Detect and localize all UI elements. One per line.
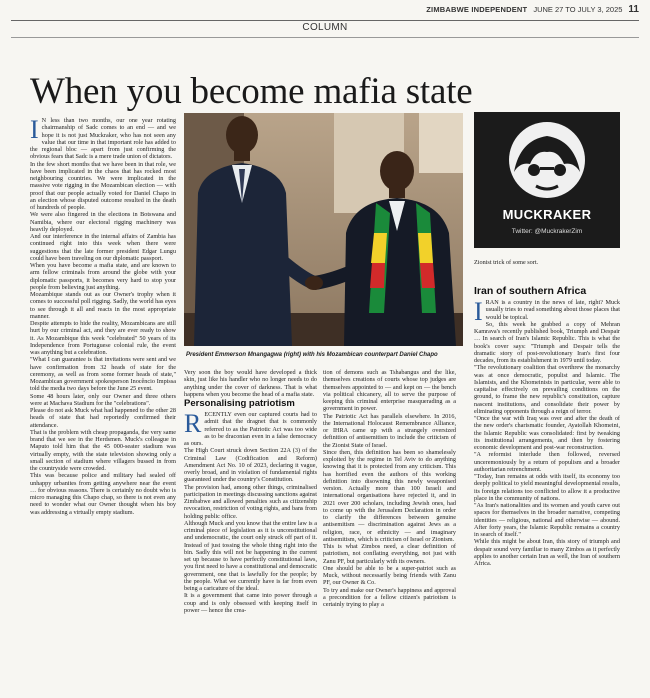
- article-paragraph: ECENTLY even our captured courts had to admit that the dragnet that is commonly referred to as the Patriotic Act was too wide as to be draconian even in a false democracy as ours.: [184, 411, 317, 447]
- article-paragraph: Mozambique stands out as our Owner's trophy when it comes to successful poll rigging. Sadly, the world has eyes to see through it all and reacts in the most appropriate manner.: [30, 291, 176, 320]
- article-paragraph: tion of demons such as Tshabangus and the like, themselves creations of courts whose top judges are themselves appointed to — and kept on — the bench via political chicanery, all to serve the purpose of keeping this criminal enterprise masquerading as a government in power.: [323, 369, 456, 413]
- headline: When you become mafia state: [30, 71, 473, 112]
- article-paragraph: The Patriotic Act has parallels elsewhere. In 2016, the International Holocaust Remembrance Alliance, or IHRA came up with a strangely oversized definition of antisemitism to include the criticism of the Zionist State of Israel.: [323, 412, 456, 449]
- article-paragraph: RAN is a country in the news of late, right? Muck usually tries to read something about those places that would be topical.: [485, 299, 620, 321]
- article-paragraph: "A reformist interlude then followed, reversed unceremoniously by a return of populism and a broader authoritarian retrenchment.: [474, 451, 620, 473]
- article-paragraph: Please do not ask Muck what had happened to the other 28 heads of state that had reportedly confirmed their attendance.: [30, 407, 176, 429]
- article-paragraph: N less than two months, our one year rotating chairmanship of Sadc comes to an end — and we hope it is not just Muckraker, who has not seen any value that our time in that important role has added to the regional bloc — apart from just confirming the obvious fears that Sadc is a mere trade union of dictators.: [30, 117, 176, 161]
- dropcap: I: [474, 297, 483, 326]
- muckraker-title: MUCKRAKER: [502, 207, 592, 222]
- subhead-iran: Iran of southern Africa: [474, 285, 587, 297]
- article-paragraph: The provision had, among other things, criminalised participation in meetings discussing sanctions against Zimbabwe and allowed penalties such as citizenship revocation, restriction of voting rights, and bans from holding public office.: [184, 483, 317, 520]
- dropcap: R: [184, 409, 202, 438]
- article-column-2: [184, 369, 317, 689]
- article-paragraph: So, this week he grabbed a copy of Mehran Kamrava's recently published book, Triumph and Despair … In search of Iran's Islamic Republic. This is what the book's cover says: "Triumph and Despair tells the dramatic story of post-revolutionary Iran's first four decades, from its establishment in 1979 until today.: [474, 320, 620, 364]
- article-paragraph: "Today, Iran remains at odds with itself, its economy too deeply political to yield meaningful developmental results, its foreign relations too conflicted to allow it a productive place in the community of nations.: [474, 473, 620, 502]
- article-column-1: [30, 117, 176, 687]
- article-paragraph: "What I can guarantee is that invitations were sent and we have confirmation from 32 heads of state for the ceremony, as well as from some former heads of state," Mozambican government spokesperson Inocêncio Impissa told the media two days before the June 25 event.: [30, 356, 176, 393]
- issue-date: JUNE 27 TO JULY 3, 2025: [533, 4, 623, 14]
- article-paragraph: That is the problem with cheap propaganda, the very same brand that we see in the Herdsmen. Muck's colleague in Maputo told him that the 45 000-seater stadium was virtually empty, with the state television showing only a small section of stadium where villagers bussed in from the countryside were crowded.: [30, 428, 176, 472]
- article-paragraph: The High Court struck down Section 22A (3) of the Criminal Law (Codification and Reform) Amendment Act No. 10 of 2023, declaring it vague, overly broad, and in violation of fundamental rights guaranteed under the country's Constitution.: [184, 447, 317, 484]
- section-label: COLUMN: [302, 22, 348, 33]
- article-paragraph: "Once the war with Iraq was over and after the death of the new order's charismatic founder, Ayatollah Khomeini, the Islamic Republic was consolidated: first by tweaking its institutional arrangements, and then by fostering economic development and post-war reconstruction.: [474, 415, 620, 451]
- article-paragraph: While this might be about Iran, this story of triumph and despair sound very familiar to many Zimbos as it perfectly applies to another certain Iran as well, the Iran of southern Africa.: [474, 538, 620, 567]
- article-column-3: [323, 369, 456, 689]
- article-paragraph: Despite attempts to hide the reality, Mozambicans are still hurt by our criminal act, and they are ever ready to show it. As Mozambique this week "celebrated" 50 years of its Independence from Portuguese colonial rule, the event was anything but a celebration.: [30, 320, 176, 356]
- article-photo: [184, 113, 463, 346]
- dropcap: I: [30, 117, 39, 144]
- article-paragraph: Very soon the boy would have developed a thick skin, just like his handler who no longer needs to do anything under the cover of darkness. That is what happens when you become the head of a mafia state.: [184, 369, 317, 398]
- article-paragraph: When you have become a mafia state, and are known to arm fellow criminals from around the globe with your diplomatic passports, it becomes very hard to stop your people from believing just anything.: [30, 262, 176, 291]
- article-paragraph: To try and make our Owner's happiness and approval a precondition for a fellow citizen's patriotism is certainly trying to play a: [323, 586, 456, 608]
- photo-caption: President Emmerson Mnangagwa (right) with his Mozambican counterpart Daniel Chapo: [186, 352, 438, 358]
- article-paragraph: Since then, this definition has been so shamelessly exploited by the regime in Tel Aviv to do anything knowing that it is protected from any criticism. This has horrified even the authors of this working definition into disowning this newly weaponised version. Actually more than 100 Israeli and international organisations have rejected it, and in 2021 over 200 scholars, including Jewish ones, had to come up with the Jerusalem Declaration in order to clarify the differences between genuine antisemitism — discrimination against Jews as a religion, race, or ethnicity — and imaginary antisemitism, which is criticism of Israel or Zionism.: [323, 448, 456, 543]
- article-column-4: [474, 285, 620, 690]
- article-paragraph: This is what Zimbos need, a clear definition of patriotism, not conflating everything, not just with Zanu PF, but particularly with its owners.: [323, 543, 456, 565]
- top-rule: [11, 20, 639, 21]
- column-continuation: Zionist trick of some sort.: [474, 259, 539, 266]
- article-paragraph: Although Muck and you know that the entire law is a criminal piece of legislation as it is unconstitutional and undemocratic, the court only struck off part of it. Instead of just tossing the whole thing right into the bin. Sadly this will not be happening in the current set up because to have perfectly constitutional laws, you first need to have a constitutional and democratic government, one that is lawfully for the people; by the people. What we currently have is far from even being a caricature of the ideal.: [184, 519, 317, 592]
- page-number: 11: [628, 3, 639, 15]
- masthead: [11, 1, 639, 17]
- subhead-patriotism: Personalising patriotism: [184, 398, 295, 409]
- article-paragraph: Some 48 hours later, only our Owner and three others were at Machava Stadium for the "celebrations".: [30, 392, 176, 407]
- muckraker-twitter: Twitter: @MuckrakerZim: [511, 228, 583, 235]
- article-paragraph: It is a government that came into power through a coup and is only obsessed with keeping itself in power — hence the crea-: [184, 592, 317, 614]
- article-paragraph: "The revolutionary coalition that overthrew the monarchy was at once democratic, populist and Islamic. The Islamists, and the Khomeinists in particular, were able to capitalise effectively on prevailing conditions on the ground, to frame the new republic's constitution, capture nascent institutions, and consolidate their power by eliminating opponents through a reign of terror.: [474, 364, 620, 415]
- paper-name: ZIMBABWE INDEPENDENT: [426, 4, 528, 14]
- article-paragraph: We were also fingered in the elections in Botswana and Namibia, where our electoral rigging machinery was heavily deployed.: [30, 211, 176, 233]
- article-paragraph: And our interference in the internal affairs of Zambia has continued right into this week when there were suggestions that the late former president Edgar Lungu could have been traveling on our diplomatic passport.: [30, 233, 176, 262]
- section-rule: [11, 37, 639, 38]
- photo-illustration: [184, 113, 463, 346]
- article-paragraph: One should be able to be a super-patriot such as Muck, without necessarily being friends with Zanu PF, our Owner & Co.: [323, 564, 456, 587]
- article-paragraph: This was because police and military had sealed off unhappy urbanites from getting anywhere near the event … for obvious reasons. There is certainly no doubt who is micro managing this Chapo chap, so there is not even any need to wonder what our Owner thought when his boy was addressing a virtually empty stadium.: [30, 472, 176, 516]
- article-paragraph: In the few short months that we have been in that role, we have been implicated in the chaos that has rocked most neighbouring countries. We were implicated in the massive vote rigging in the Mozambican election — with proof that our people actually voted for Daniel Chapo in an election whose disputed outcome resulted in the death of hundreds of people.: [30, 160, 176, 211]
- article-paragraph: "As Iran's nationalities and its women and youth carve out spaces for themselves in the broader narrative, competing identities — religious, national and otherwise — abound. After forty years, the Islamic Republic remains a country in search of itself.": [474, 502, 620, 538]
